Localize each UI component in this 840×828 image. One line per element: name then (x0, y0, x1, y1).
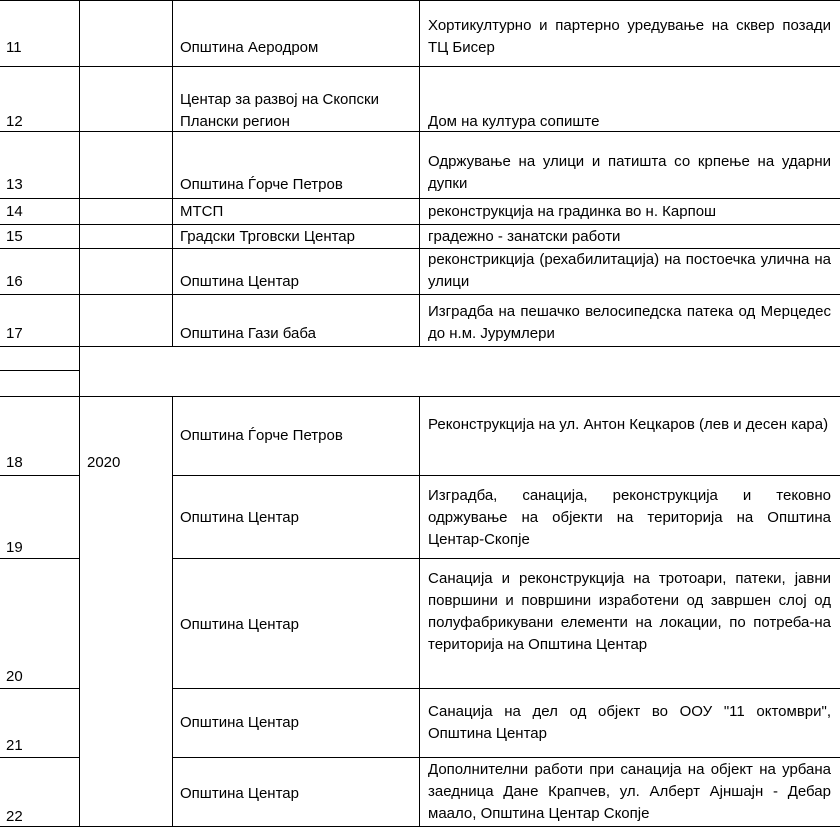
description-cell: Изградба на пешачко велосипедска патека од Мерцедес до н.м. Јурумлери (428, 303, 831, 342)
institution-cell: Општина Аеродром (180, 39, 319, 56)
row-divider (0, 346, 840, 347)
row-divider (172, 688, 840, 689)
institution-cell: Општина Центар (180, 273, 299, 290)
institution-cell: Општина Центар (180, 714, 299, 731)
institution-cell: Општина Ѓорче Петров (180, 427, 343, 444)
description-cell: Одржување на улици и патишта со крпење на ударни дупки (428, 153, 831, 192)
row-divider (0, 688, 79, 689)
column-divider (172, 0, 173, 346)
column-divider (172, 396, 173, 827)
row-divider (0, 66, 840, 67)
column-divider (419, 0, 420, 346)
row-divider (172, 475, 840, 476)
row-number: 14 (6, 203, 23, 220)
column-divider (419, 396, 420, 827)
institution-cell: Општина Гази баба (180, 325, 316, 342)
row-number: 21 (6, 737, 23, 754)
row-divider (0, 198, 840, 199)
column-divider (79, 0, 80, 827)
row-divider (0, 224, 840, 225)
row-divider (172, 757, 840, 758)
row-divider (0, 0, 840, 1)
description-cell: градежно - занатски работи (428, 228, 621, 245)
row-divider (0, 294, 840, 295)
row-number: 18 (6, 454, 23, 471)
row-number: 11 (6, 39, 22, 56)
institution-cell: Општина Центар (180, 616, 299, 633)
row-divider (0, 475, 79, 476)
row-number: 22 (6, 808, 23, 825)
row-number: 19 (6, 539, 23, 556)
description-cell: Санација на дел од објект во ООУ "11 октомври", Општина Центар (428, 703, 831, 742)
row-divider (172, 558, 840, 559)
row-divider (0, 757, 79, 758)
row-divider (0, 396, 840, 397)
row-number: 12 (6, 113, 23, 130)
institution-cell: Градски Трговски Центар (180, 228, 355, 245)
institution-cell: Општина Центар (180, 509, 299, 526)
institution-cell: Центар за развој на Скопски Плански регион (180, 91, 379, 130)
description-cell: реконструкција на градинка во н. Карпош (428, 203, 717, 220)
row-number: 20 (6, 668, 23, 685)
row-number: 15 (6, 228, 23, 245)
row-number: 13 (6, 176, 23, 193)
description-cell: Реконструкција на ул. Антон Кецкаров (лев и десен кара) (428, 416, 829, 433)
description-cell: реконстрикција (рехабилитација) на постоечка улична на улици (428, 251, 831, 290)
institution-cell: Општина Ѓорче Петров (180, 176, 343, 193)
description-cell: Дополнителни работи при санација на објект на урбана заедница Дане Крапчев, ул. Алберт Ајншајн - Дебар маало, Општина Центар Скопје (428, 761, 831, 822)
row-number: 17 (6, 325, 23, 342)
description-cell: Хортикултурно и партерно уредување на сквер позади ТЦ Бисер (428, 17, 831, 56)
institution-cell: МТСП (180, 203, 224, 220)
description-cell: Дом на култура сопиште (428, 113, 600, 130)
year-cell: 2020 (87, 454, 121, 471)
row-number: 16 (6, 273, 23, 290)
institution-cell: Општина Центар (180, 785, 299, 802)
description-cell: Изградба, санација, реконструкција и тековно одржување на објекти на територија на Општина Центар-Скопје (428, 487, 831, 548)
description-cell: Санација и реконструкција на тротоари, патеки, јавни површини и површини изработени од завршен слој од полуфабрикувани елементи на локации, по потреба-на територија на Општина Центар (428, 570, 831, 653)
row-divider (0, 370, 79, 371)
